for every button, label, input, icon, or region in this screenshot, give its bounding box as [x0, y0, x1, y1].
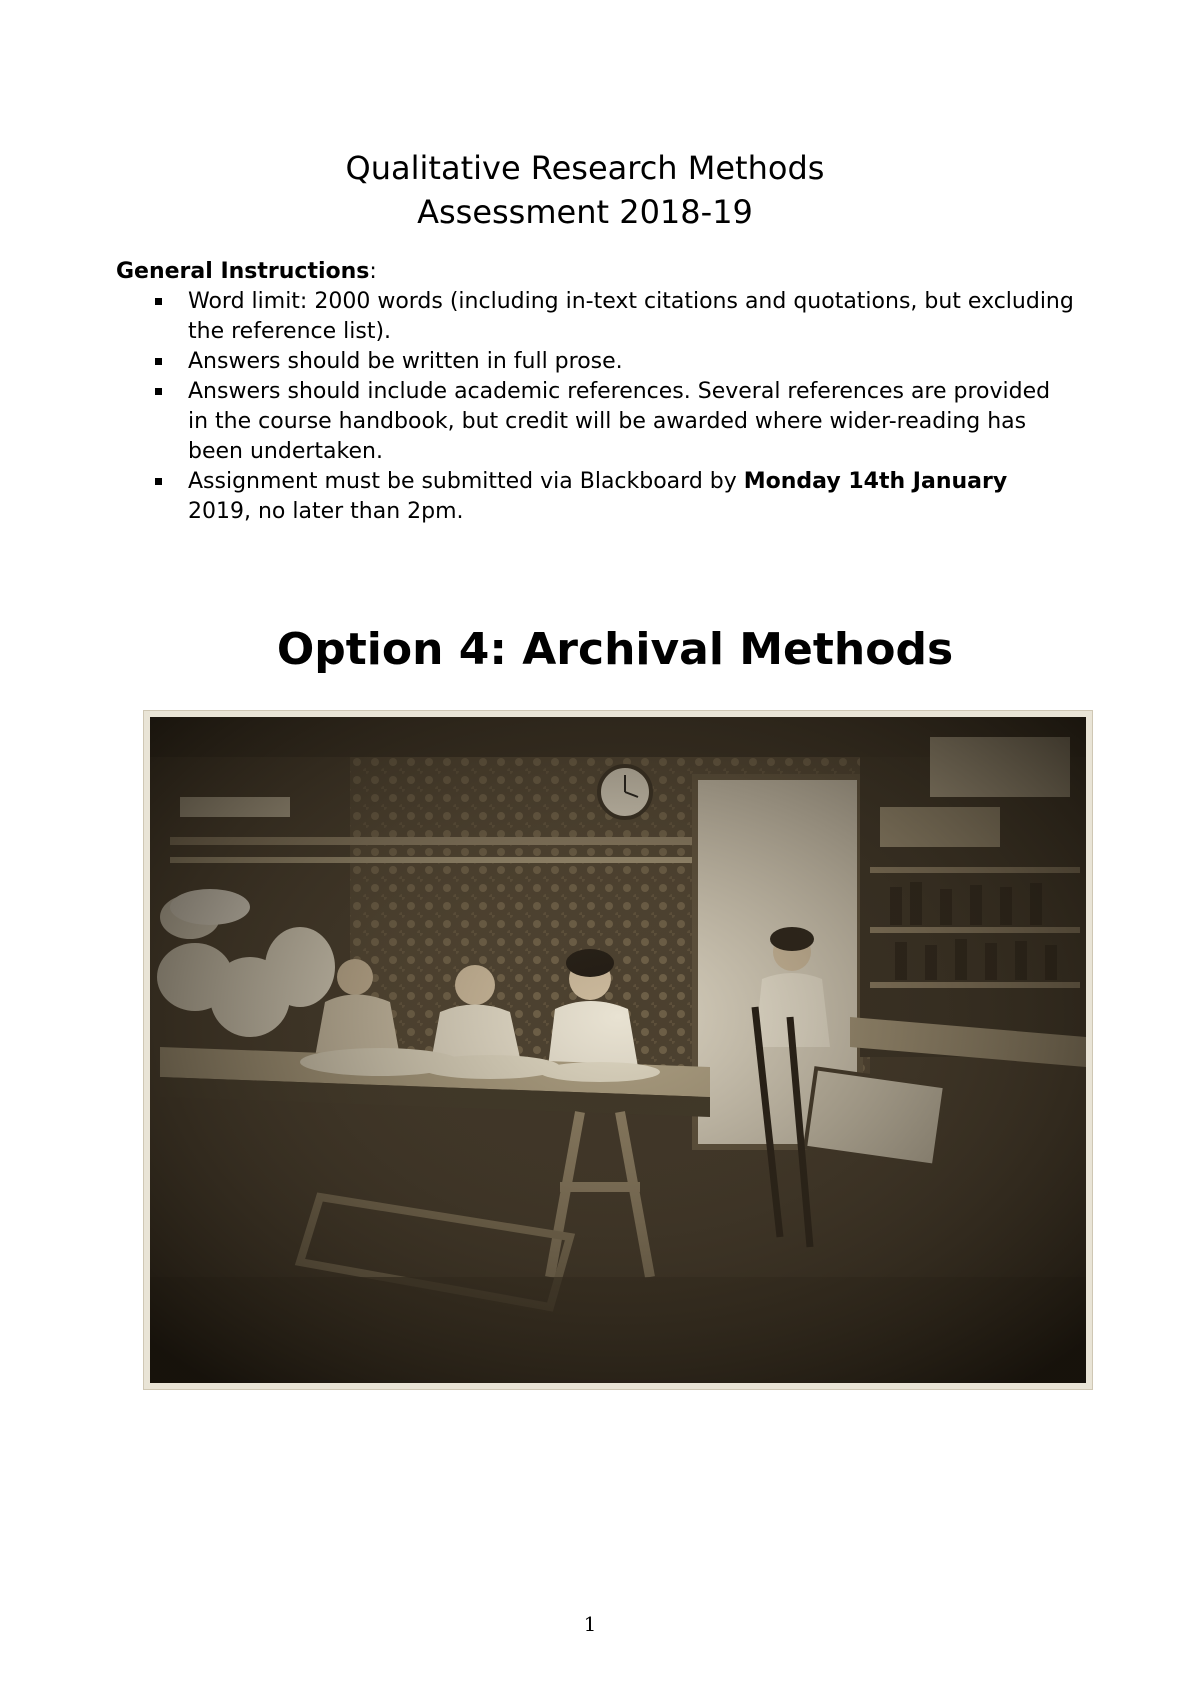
list-item-text: Word limit: 2000 words (including in-text citations and quotations, but excluding the reference list). [188, 289, 1074, 344]
general-instructions [116, 257, 1076, 527]
title-line-1: Qualitative Research Methods [345, 149, 825, 187]
list-item [116, 467, 1076, 527]
archival-photo-frame [143, 710, 1093, 1390]
list-item [116, 347, 1076, 377]
title-line-2: Assessment 2018-19 [417, 193, 753, 231]
square-bullet-icon [155, 478, 162, 485]
page-number: 1 [583, 1612, 597, 1636]
list-item-text: Answers should be written in full prose. [188, 349, 623, 374]
list-item [116, 287, 1076, 347]
instructions-heading-colon: : [369, 259, 377, 284]
instructions-list [116, 287, 1076, 527]
square-bullet-icon [155, 298, 162, 305]
archival-photo [150, 717, 1086, 1383]
deadline-text-before: Assignment must be submitted via Blackboard by [188, 469, 744, 494]
list-item [116, 377, 1076, 467]
document-title [0, 146, 1170, 234]
option-heading: Option 4: Archival Methods [276, 624, 954, 675]
instructions-heading [116, 257, 1076, 287]
list-item-text: Answers should include academic references. Several references are provided in the course handbook, but credit will be awarded where wider-reading has been undertaken. [188, 379, 1051, 464]
deadline-text-after: 2019, no later than 2pm. [188, 499, 464, 524]
square-bullet-icon [155, 388, 162, 395]
workshop-photo-illustration [150, 717, 1086, 1383]
square-bullet-icon [155, 358, 162, 365]
instructions-heading-label: General Instructions [116, 259, 370, 284]
deadline-date: Monday 14th January [743, 469, 1008, 494]
